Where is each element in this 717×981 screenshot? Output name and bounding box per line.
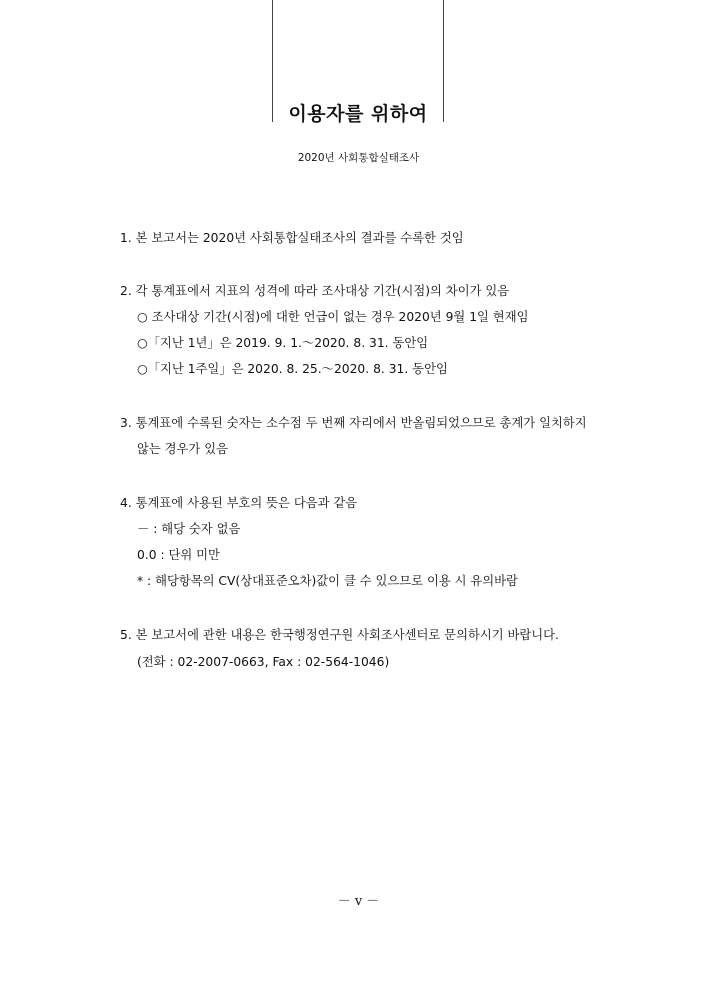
note-2: 2. 각 통계표에서 지표의 성격에 따라 조사대상 기간(시점)의 차이가 있음 [120, 284, 510, 298]
note-3: 3. 통계표에 수록된 숫자는 소수점 두 번째 자리에서 반올림되었으므로 총계가 일치하지 [120, 416, 587, 430]
note-5: 5. 본 보고서에 관한 내용은 한국행정연구원 사회조사센터로 문의하시기 바랍니다. [120, 628, 559, 642]
note-2-item-b: ○「지난 1년」은 2019. 9. 1.～2020. 8. 31. 동안임 [137, 336, 429, 350]
page-number: － v － [337, 894, 380, 909]
note-2-item-c: ○「지난 1주일」은 2020. 8. 25.～2020. 8. 31. 동안임 [137, 362, 448, 376]
page-title: 이용자를 위하여 [288, 103, 428, 125]
page-subtitle: 2020년 사회통합실태조사 [297, 152, 420, 164]
note-3-continued: 않는 경우가 있음 [137, 442, 228, 456]
note-4: 4. 통계표에 사용된 부호의 뜻은 다음과 같음 [120, 496, 358, 510]
note-1: 1. 본 보고서는 2020년 사회통합실태조사의 결과를 수록한 것임 [120, 231, 464, 245]
note-4-symbol-zero: 0.0 : 단위 미만 [137, 548, 220, 562]
note-5-contact: (전화 : 02-2007-0663, Fax : 02-564-1046) [137, 655, 390, 669]
note-4-symbol-dash: － : 해당 숫자 없음 [137, 522, 241, 536]
note-2-item-a: ○ 조사대상 기간(시점)에 대한 언급이 없는 경우 2020년 9월 1일 현재임 [137, 310, 529, 324]
note-4-symbol-asterisk: * : 해당항목의 CV(상대표준오차)값이 클 수 있으므로 이용 시 유의바람 [137, 574, 518, 588]
